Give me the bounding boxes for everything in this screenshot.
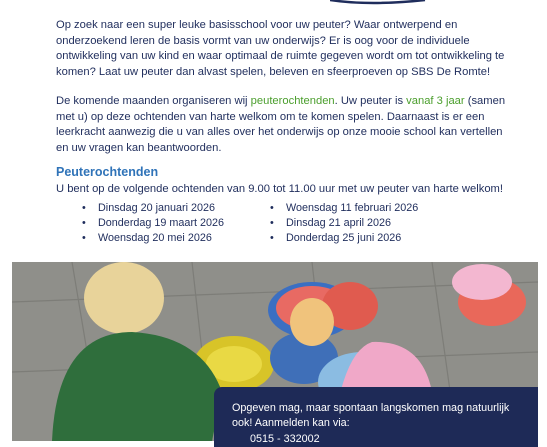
info-text-2: . Uw peuter is xyxy=(334,95,407,107)
info-text-3: (samen met u) op deze ochtenden van harte welkom om te komen spelen. Daarnaast is er een leerkracht aanwezig die u van alles over het onderwijs op onze mooie school kan vertellen en uw vragen kan beantwoorden. xyxy=(56,95,506,154)
highlight-peuterochtenden: peuterochtenden xyxy=(250,95,335,107)
date-item: • Dinsdag 21 april 2026 xyxy=(270,216,418,231)
highlight-age: vanaf 3 jaar xyxy=(406,95,465,107)
section-heading: Peuterochtenden xyxy=(56,165,159,179)
info-paragraph xyxy=(56,94,506,156)
section-subline: U bent op de volgende ochtenden van 9.00 tot 11.00 uur met uw peuter van harte welkom! xyxy=(56,183,503,195)
dates-list-left xyxy=(82,201,224,246)
signup-callout xyxy=(214,387,538,447)
phone-number[interactable]: 0515 - 332002 xyxy=(250,433,320,445)
date-item: • Dinsdag 20 januari 2026 xyxy=(82,201,224,216)
callout-text: Opgeven mag, maar spontaan langskomen mag natuurlijk ook! Aanmelden kan via: xyxy=(232,402,510,429)
date-item: • Donderdag 25 juni 2026 xyxy=(270,231,418,246)
date-item: • Donderdag 19 maart 2026 xyxy=(82,216,224,231)
header-swoosh-decoration xyxy=(330,0,430,8)
date-item: • Woensdag 11 februari 2026 xyxy=(270,201,418,216)
info-text-1: De komende maanden organiseren wij xyxy=(56,95,251,107)
date-item: • Woensdag 20 mei 2026 xyxy=(82,231,224,246)
intro-paragraph: Op zoek naar een super leuke basisschool voor uw peuter? Waar ontwerpend en onderzoekend leren de basis vormt van uw onderwijs? Er is oog voor de individuele ontwikkeling van uw kind en waar optimaal de ruimte gegeven wordt om tot ontwikkeling te komen? Laat uw peuter dan alvast spelen, beleven en sfeerproeven op SBS De Romte! xyxy=(56,19,505,78)
dates-list-right xyxy=(270,201,418,246)
